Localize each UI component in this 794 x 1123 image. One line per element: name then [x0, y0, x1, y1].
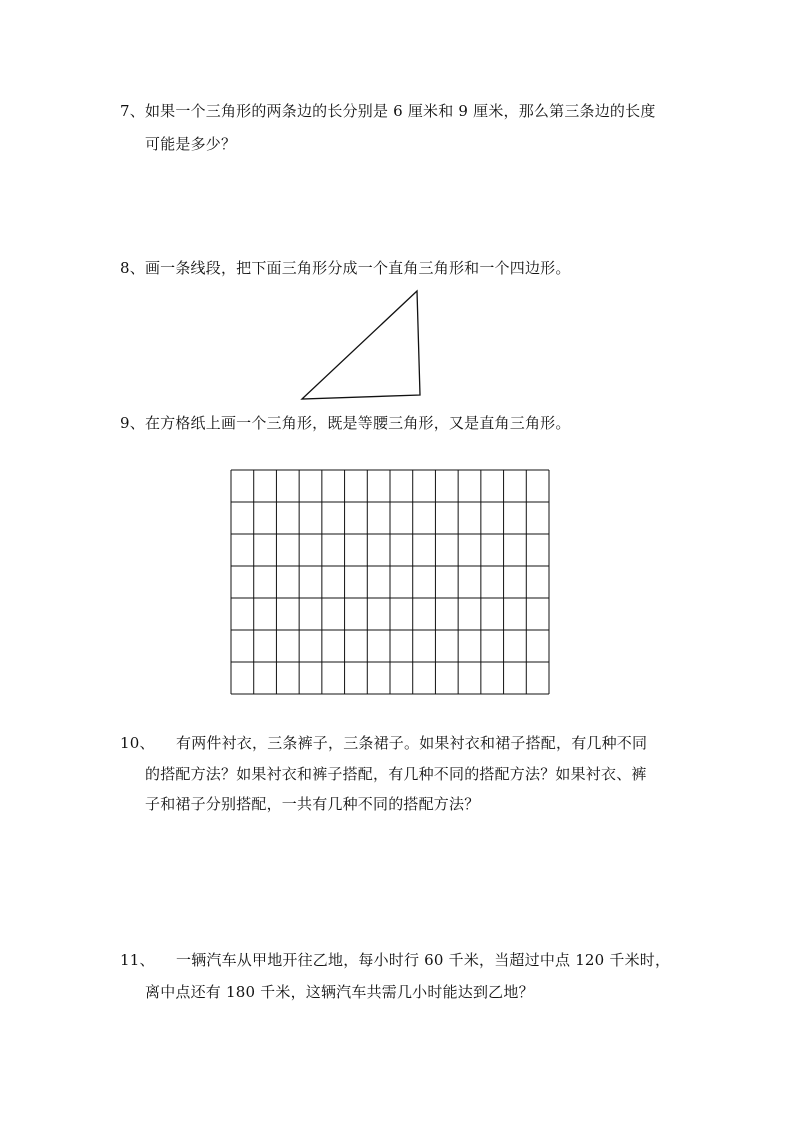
triangle-shape [302, 291, 420, 399]
question-11-number: 11、 [120, 951, 155, 969]
question-9-text-1: 在方格纸上画一个三角形，既是等腰三角形，又是直角三角形。 [144, 414, 571, 432]
question-10-number: 10、 [120, 734, 155, 752]
question-10-line-1 [120, 733, 647, 753]
question-8-text-1: 画一条线段，把下面三角形分成一个直角三角形和一个四边形。 [144, 259, 571, 277]
question-7-line-2 [145, 134, 236, 154]
question-10-line-3 [145, 794, 479, 814]
question-9-number: 9、 [120, 414, 145, 432]
square-grid-paper [230, 469, 550, 695]
question-11-text-2: 离中点还有 180 千米，这辆汽车共需几小时能达到乙地？ [145, 983, 534, 1001]
question-8-number: 8、 [120, 259, 145, 277]
question-7-text-1: 如果一个三角形的两条边的长分别是 6 厘米和 9 厘米，那么第三条边的长度 [144, 102, 656, 120]
question-10-text-1: 有两件衬衣，三条裤子，三条裙子。如果衬衣和裙子搭配，有几种不同 [176, 734, 648, 752]
question-10-line-2 [145, 764, 647, 784]
question-11-line-1 [120, 950, 670, 970]
question-11-text-1: 一辆汽车从甲地开往乙地，每小时行 60 千米，当超过中点 120 千米时， [176, 951, 671, 969]
question-7-line-1 [120, 101, 656, 121]
question-7-number: 7、 [120, 102, 145, 120]
question-9-line-1 [120, 413, 571, 433]
question-8-line-1 [120, 258, 571, 278]
question-11-line-2 [145, 982, 534, 1002]
question-7-text-2: 可能是多少？ [145, 135, 237, 153]
question-10-text-3: 子和裙子分别搭配，一共有几种不同的搭配方法？ [145, 795, 480, 813]
question-10-text-2: 的搭配方法？如果衬衣和裤子搭配，有几种不同的搭配方法？如果衬衣、裤 [145, 765, 647, 783]
